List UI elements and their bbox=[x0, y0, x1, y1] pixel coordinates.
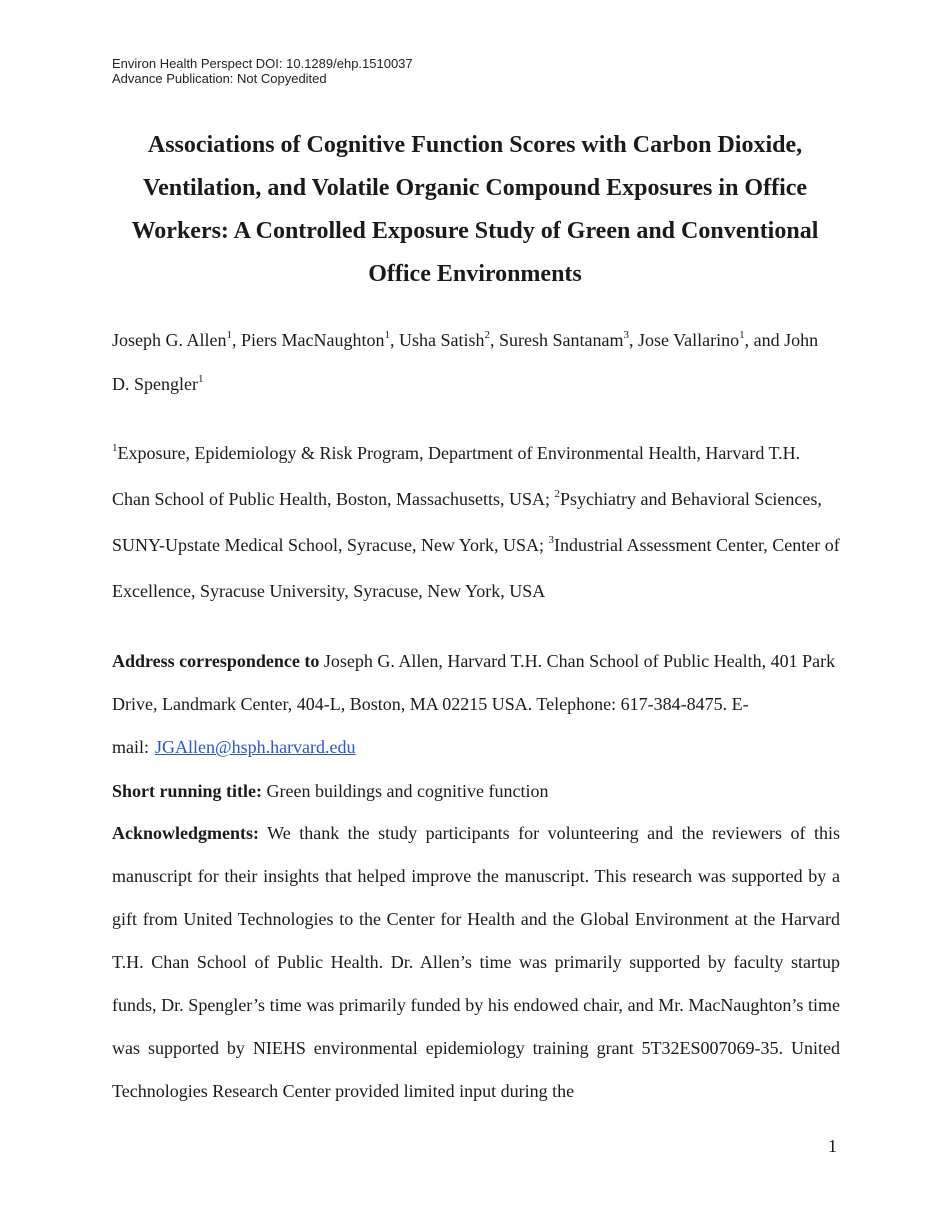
acknowledgments-label: Acknowledgments: bbox=[112, 823, 259, 843]
correspondence-address bbox=[112, 640, 840, 769]
email-link[interactable]: JGAllen@hsph.harvard.edu bbox=[155, 737, 356, 757]
author: Suresh Santanam$^3$, bbox=[498, 329, 638, 350]
short-running-title bbox=[112, 770, 840, 813]
journal-doi-line: Environ Health Perspect DOI: 10.1289/ehp.1510037 bbox=[112, 56, 413, 71]
correspondence-text: Joseph G. Allen, Harvard T.H. Chan School of Public Health, 401 Park Drive, Landmark Center, 404-L, Boston, MA 02215 USA. Telephone: 617-384-8475. E-mail: bbox=[112, 651, 836, 757]
affiliation: $^1$Exposure, Epidemiology & Risk Program, Department of Environmental Health, Harvard T.H. Chan School of Public Health, Boston, Massachusetts, USA; bbox=[112, 442, 801, 509]
page-number: 1 bbox=[828, 1136, 837, 1156]
running-title-text: Green buildings and cognitive function bbox=[262, 781, 549, 801]
publication-status-line: Advance Publication: Not Copyedited bbox=[112, 71, 327, 86]
author: Piers MacNaughton$^1$, bbox=[241, 329, 399, 350]
author: Usha Satish$^2$, bbox=[398, 329, 499, 350]
affiliation: $^3$Industrial Assessment Center, Center of Excellence, Syracuse University, Syracuse, New York, USA bbox=[112, 534, 840, 601]
acknowledgments-text: We thank the study participants for volunteering and the reviewers of this manuscript for their insights that helped improve the manuscript. This research was supported by a gift from United Technologies to the Center for Health and the Global Environment at the Harvard T.H. Chan School of Public Health. Dr. Allen’s time was primarily supported by faculty startup funds, Dr. Spengler’s time was primarily funded by his endowed chair, and Mr. MacNaughton’s time was supported by NIEHS environmental epidemiology training grant 5T32ES007069-35. United Technologies Research Center provided limited input during the bbox=[112, 823, 840, 1101]
author-list bbox=[112, 318, 840, 406]
running-header bbox=[112, 56, 413, 86]
affiliations bbox=[112, 430, 840, 614]
affiliation: $^2$Psychiatry and Behavioral Sciences, SUNY-Upstate Medical School, Syracuse, New York, USA; bbox=[112, 488, 822, 555]
correspondence-label: Address correspondence to bbox=[112, 651, 320, 671]
author: John D. Spengler$^1$ bbox=[112, 330, 819, 394]
paper-title: Associations of Cognitive Function Scores with Carbon Dioxide, Ventilation, and Volatile Organic Compound Exposures in Office Workers: A Controlled Exposure Study of Green and Conventional Office Environments bbox=[131, 132, 819, 287]
running-title-label: Short running title: bbox=[112, 781, 263, 801]
acknowledgments bbox=[112, 812, 840, 1113]
author: Jose Vallarino$^1$, and bbox=[637, 329, 785, 350]
author: Joseph G. Allen$^1$, bbox=[112, 329, 241, 350]
